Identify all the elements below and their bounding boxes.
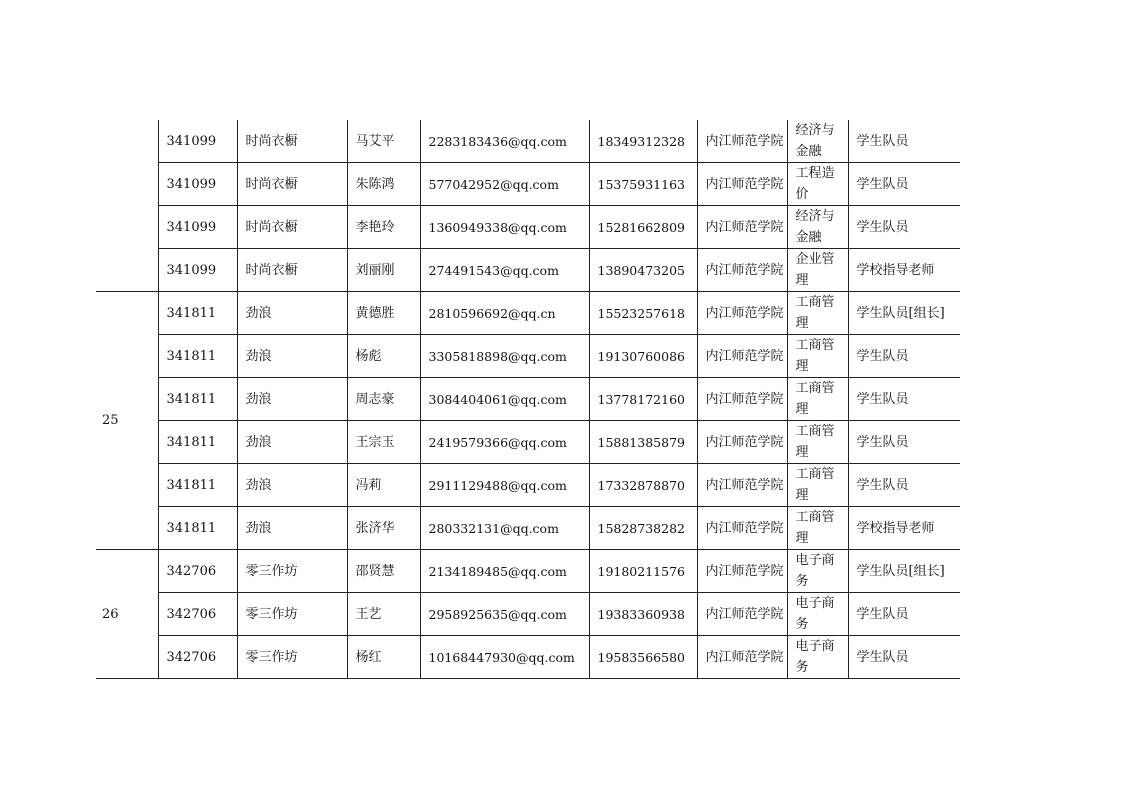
team-id-cell: 341099 — [158, 249, 237, 292]
major-cell: 工程造价 — [787, 163, 848, 206]
team-id-cell: 341099 — [158, 120, 237, 163]
team-name-cell: 零三作坊 — [237, 550, 347, 593]
major-cell: 工商管理 — [787, 464, 848, 507]
team-id-cell: 341099 — [158, 206, 237, 249]
table-row — [96, 335, 960, 378]
phone-cell: 13778172160 — [589, 378, 697, 421]
role-cell: 学校指导老师 — [848, 507, 960, 550]
email-cell: 280332131@qq.com — [420, 507, 589, 550]
member-name-cell: 李艳玲 — [347, 206, 420, 249]
role-cell: 学生队员 — [848, 378, 960, 421]
school-cell: 内江师范学院 — [697, 335, 787, 378]
member-name-cell: 马艾平 — [347, 120, 420, 163]
role-cell: 学生队员 — [848, 206, 960, 249]
school-cell: 内江师范学院 — [697, 593, 787, 636]
school-cell: 内江师范学院 — [697, 636, 787, 679]
role-cell: 学生队员 — [848, 163, 960, 206]
email-cell: 2958925635@qq.com — [420, 593, 589, 636]
major-cell: 工商管理 — [787, 507, 848, 550]
school-cell: 内江师范学院 — [697, 163, 787, 206]
role-cell: 学生队员 — [848, 636, 960, 679]
email-cell: 3305818898@qq.com — [420, 335, 589, 378]
participants-table-body — [96, 120, 960, 679]
table-row — [96, 378, 960, 421]
member-name-cell: 朱陈鸿 — [347, 163, 420, 206]
major-cell: 企业管理 — [787, 249, 848, 292]
table-row — [96, 120, 960, 163]
member-name-cell: 黄德胜 — [347, 292, 420, 335]
email-cell: 2134189485@qq.com — [420, 550, 589, 593]
table-row — [96, 507, 960, 550]
team-name-cell: 劲浪 — [237, 421, 347, 464]
phone-cell: 15375931163 — [589, 163, 697, 206]
major-cell: 工商管理 — [787, 421, 848, 464]
major-cell: 电子商务 — [787, 593, 848, 636]
team-name-cell: 时尚衣橱 — [237, 206, 347, 249]
school-cell: 内江师范学院 — [697, 206, 787, 249]
major-cell: 经济与金融 — [787, 206, 848, 249]
table-row — [96, 163, 960, 206]
phone-cell: 19383360938 — [589, 593, 697, 636]
member-name-cell: 周志豪 — [347, 378, 420, 421]
team-name-cell: 时尚衣橱 — [237, 249, 347, 292]
major-cell: 工商管理 — [787, 335, 848, 378]
phone-cell: 19130760086 — [589, 335, 697, 378]
email-cell: 2419579366@qq.com — [420, 421, 589, 464]
school-cell: 内江师范学院 — [697, 249, 787, 292]
phone-cell: 15828738282 — [589, 507, 697, 550]
email-cell: 577042952@qq.com — [420, 163, 589, 206]
table-row — [96, 421, 960, 464]
email-cell: 3084404061@qq.com — [420, 378, 589, 421]
team-id-cell: 341811 — [158, 507, 237, 550]
phone-cell: 17332878870 — [589, 464, 697, 507]
member-name-cell: 张济华 — [347, 507, 420, 550]
team-id-cell: 342706 — [158, 550, 237, 593]
phone-cell: 15881385879 — [589, 421, 697, 464]
school-cell: 内江师范学院 — [697, 550, 787, 593]
table-row — [96, 292, 960, 335]
table-row — [96, 636, 960, 679]
school-cell: 内江师范学院 — [697, 421, 787, 464]
major-cell: 电子商务 — [787, 550, 848, 593]
table-row — [96, 464, 960, 507]
member-name-cell: 王艺 — [347, 593, 420, 636]
role-cell: 学生队员 — [848, 421, 960, 464]
role-cell: 学生队员[组长] — [848, 292, 960, 335]
major-cell: 经济与金融 — [787, 120, 848, 163]
team-name-cell: 劲浪 — [237, 335, 347, 378]
table-row — [96, 249, 960, 292]
member-name-cell: 冯莉 — [347, 464, 420, 507]
group-number-cell: 25 — [96, 292, 158, 550]
school-cell: 内江师范学院 — [697, 292, 787, 335]
school-cell: 内江师范学院 — [697, 378, 787, 421]
school-cell: 内江师范学院 — [697, 507, 787, 550]
table-row — [96, 206, 960, 249]
team-id-cell: 341811 — [158, 464, 237, 507]
phone-cell: 19583566580 — [589, 636, 697, 679]
role-cell: 学生队员 — [848, 120, 960, 163]
school-cell: 内江师范学院 — [697, 120, 787, 163]
table-row — [96, 593, 960, 636]
role-cell: 学生队员[组长] — [848, 550, 960, 593]
member-name-cell: 刘丽刚 — [347, 249, 420, 292]
email-cell: 2810596692@qq.cn — [420, 292, 589, 335]
email-cell: 274491543@qq.com — [420, 249, 589, 292]
member-name-cell: 邵贤慧 — [347, 550, 420, 593]
team-id-cell: 341811 — [158, 292, 237, 335]
member-name-cell: 杨红 — [347, 636, 420, 679]
role-cell: 学生队员 — [848, 593, 960, 636]
major-cell: 工商管理 — [787, 378, 848, 421]
team-name-cell: 时尚衣橱 — [237, 163, 347, 206]
group-number-cell: 26 — [96, 550, 158, 679]
email-cell: 10168447930@qq.com — [420, 636, 589, 679]
table-row — [96, 550, 960, 593]
team-name-cell: 时尚衣橱 — [237, 120, 347, 163]
role-cell: 学生队员 — [848, 335, 960, 378]
team-name-cell: 劲浪 — [237, 507, 347, 550]
team-id-cell: 341811 — [158, 335, 237, 378]
team-name-cell: 劲浪 — [237, 292, 347, 335]
major-cell: 工商管理 — [787, 292, 848, 335]
phone-cell: 18349312328 — [589, 120, 697, 163]
team-name-cell: 零三作坊 — [237, 593, 347, 636]
role-cell: 学校指导老师 — [848, 249, 960, 292]
member-name-cell: 王宗玉 — [347, 421, 420, 464]
team-id-cell: 341811 — [158, 378, 237, 421]
phone-cell: 19180211576 — [589, 550, 697, 593]
team-name-cell: 劲浪 — [237, 464, 347, 507]
email-cell: 2283183436@qq.com — [420, 120, 589, 163]
team-id-cell: 342706 — [158, 636, 237, 679]
team-name-cell: 劲浪 — [237, 378, 347, 421]
participants-table — [96, 120, 960, 679]
team-name-cell: 零三作坊 — [237, 636, 347, 679]
member-name-cell: 杨彪 — [347, 335, 420, 378]
phone-cell: 13890473205 — [589, 249, 697, 292]
team-id-cell: 342706 — [158, 593, 237, 636]
team-id-cell: 341099 — [158, 163, 237, 206]
email-cell: 1360949338@qq.com — [420, 206, 589, 249]
team-id-cell: 341811 — [158, 421, 237, 464]
document-page — [96, 120, 960, 679]
role-cell: 学生队员 — [848, 464, 960, 507]
phone-cell: 15523257618 — [589, 292, 697, 335]
group-number-cell — [96, 120, 158, 292]
email-cell: 2911129488@qq.com — [420, 464, 589, 507]
phone-cell: 15281662809 — [589, 206, 697, 249]
school-cell: 内江师范学院 — [697, 464, 787, 507]
major-cell: 电子商务 — [787, 636, 848, 679]
